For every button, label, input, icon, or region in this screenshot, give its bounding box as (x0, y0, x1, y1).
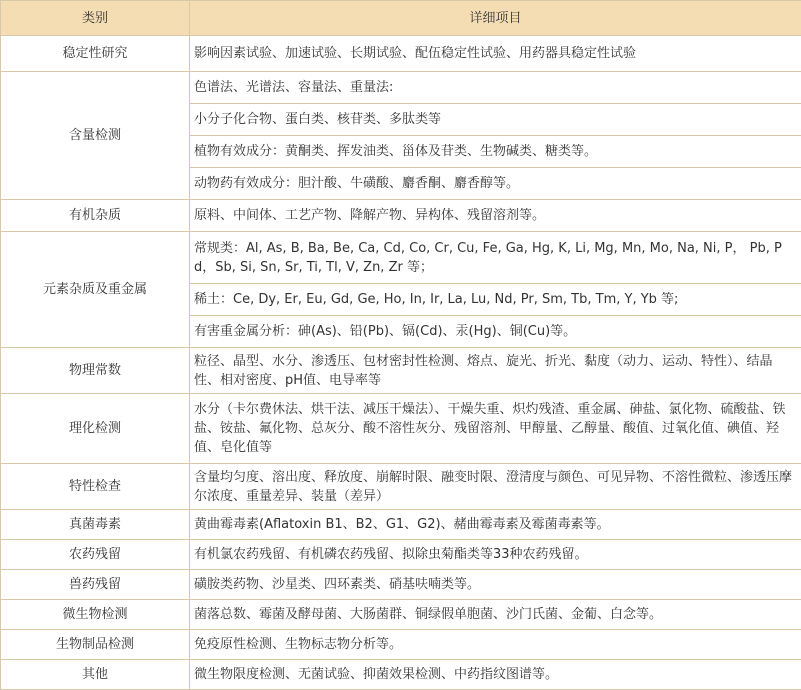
detail-cell: 色谱法、光谱法、容量法、重量法: (190, 72, 801, 104)
table-row (1, 630, 801, 660)
detail-cell: 粒径、晶型、水分、渗透压、包材密封性检测、熔点、旋光、折光、黏度（动力、运动、特性）、结晶性、相对密度、pH值、电导率等 (190, 348, 801, 394)
category-cell: 生物制品检测 (1, 630, 190, 660)
category-cell: 稳定性研究 (1, 36, 190, 72)
detail-cell: 有害重金属分析：砷(As)、铅(Pb)、镉(Cd)、汞(Hg)、铜(Cu)等。 (190, 316, 801, 348)
detail-cell: 稀土：Ce, Dy, Er, Eu, Gd, Ge, Ho, In, Ir, La, Lu, Nd, Pr, Sm, Tb, Tm, Y, Yb 等; (190, 284, 801, 316)
table-row (1, 600, 801, 630)
category-cell: 元素杂质及重金属 (1, 232, 190, 348)
table-row (1, 464, 801, 510)
header-category: 类别 (1, 1, 190, 36)
table-row (1, 72, 801, 104)
detail-cell: 水分（卡尔费休法、烘干法、减压干燥法）、干燥失重、炽灼残渣、重金属、砷盐、氯化物、硫酸盐、铁盐、铵盐、氟化物、总灰分、酸不溶性灰分、残留溶剂、甲醇量、乙醇量、酸值、过氧化值、碘值、羟值、皂化值等 (190, 394, 801, 464)
table-body (1, 36, 801, 690)
category-cell: 特性检查 (1, 464, 190, 510)
category-cell: 理化检测 (1, 394, 190, 464)
detail-cell: 小分子化合物、蛋白类、核苷类、多肽类等 (190, 104, 801, 136)
category-cell: 兽药残留 (1, 570, 190, 600)
table-row (1, 570, 801, 600)
category-cell: 农药残留 (1, 540, 190, 570)
detail-cell: 微生物限度检测、无菌试验、抑菌效果检测、中药指纹图谱等。 (190, 660, 801, 690)
detail-cell: 影响因素试验、加速试验、长期试验、配伍稳定性试验、用药器具稳定性试验 (190, 36, 801, 72)
detail-cell: 免疫原性检测、生物标志物分析等。 (190, 630, 801, 660)
category-cell: 含量检测 (1, 72, 190, 200)
detail-cell: 原料、中间体、工艺产物、降解产物、异构体、残留溶剂等。 (190, 200, 801, 232)
category-cell: 微生物检测 (1, 600, 190, 630)
table-row (1, 540, 801, 570)
table-row (1, 510, 801, 540)
detail-cell: 常规类：Al, As, B, Ba, Be, Ca, Cd, Co, Cr, Cu, Fe, Ga, Hg, K, Li, Mg, Mn, Mo, Na, Ni, P， Pb, Pd，Sb, Si, Sn, Sr, Ti, Tl, V, Zn, Zr 等； (190, 232, 801, 284)
header-row (1, 1, 801, 36)
category-cell: 物理常数 (1, 348, 190, 394)
table-row (1, 232, 801, 284)
table-row (1, 36, 801, 72)
table-row (1, 200, 801, 232)
detail-cell: 磺胺类药物、沙星类、四环素类、硝基呋喃类等。 (190, 570, 801, 600)
category-cell: 有机杂质 (1, 200, 190, 232)
table-row (1, 660, 801, 690)
detail-cell: 植物有效成分：黄酮类、挥发油类、甾体及苷类、生物碱类、糖类等。 (190, 136, 801, 168)
table-header (1, 1, 801, 36)
table-row (1, 394, 801, 464)
category-cell: 其他 (1, 660, 190, 690)
detail-cell: 有机氯农药残留、有机磷农药残留、拟除虫菊酯类等33种农药残留。 (190, 540, 801, 570)
header-detail: 详细项目 (190, 1, 801, 36)
category-cell: 真菌毒素 (1, 510, 190, 540)
detail-cell: 含量均匀度、溶出度、释放度、崩解时限、融变时限、澄清度与颜色、可见异物、不溶性微粒、渗透压摩尔浓度、重量差异、装量（差异） (190, 464, 801, 510)
detail-cell: 菌落总数、霉菌及酵母菌、大肠菌群、铜绿假单胞菌、沙门氏菌、金葡、白念等。 (190, 600, 801, 630)
detail-cell: 黄曲霉毒素(Aflatoxin B1、B2、G1、G2)、赭曲霉毒素及霉菌毒素等。 (190, 510, 801, 540)
table-row (1, 348, 801, 394)
detail-cell: 动物药有效成分：胆汁酸、牛磺酸、麝香酮、麝香醇等。 (190, 168, 801, 200)
